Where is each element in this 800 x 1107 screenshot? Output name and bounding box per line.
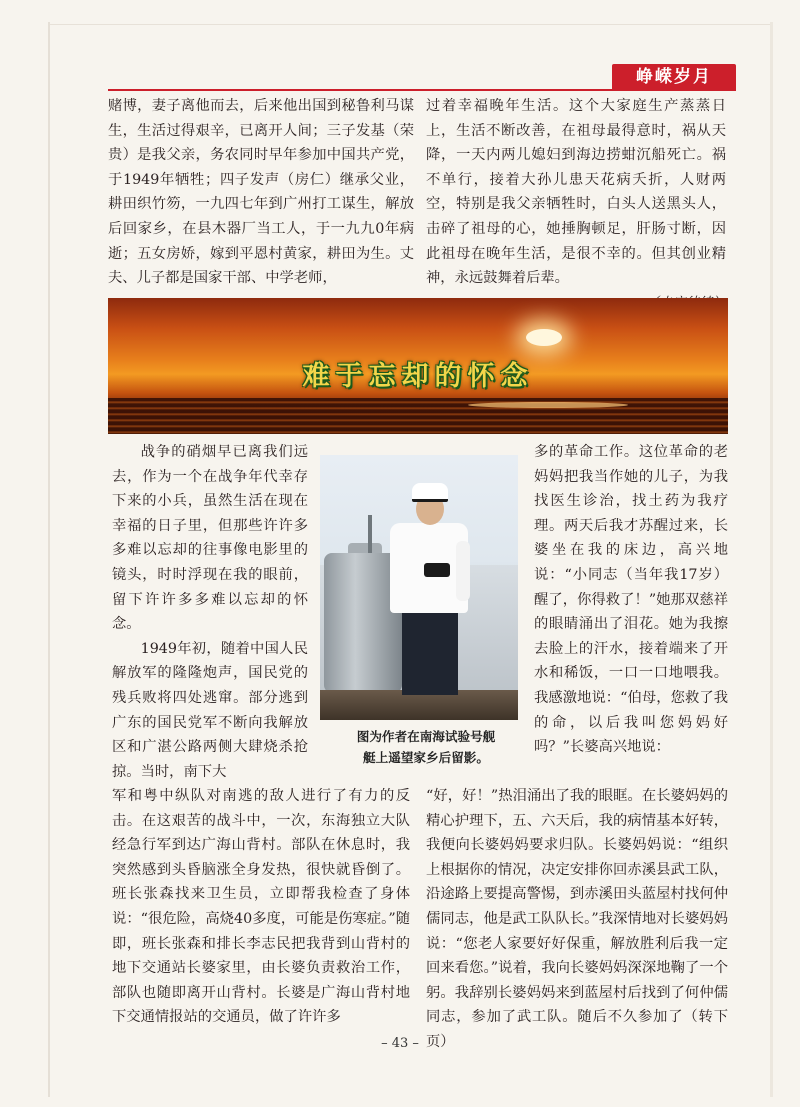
article-column-right-wide <box>426 784 728 1055</box>
section-header-badge <box>612 64 736 90</box>
top-rule <box>50 24 772 25</box>
sea-horizon <box>108 398 728 434</box>
photo-figure-arm <box>456 541 470 601</box>
photo-caption-line-1: 图为作者在南海试验号舰 <box>356 729 496 744</box>
top-right-text: 过着幸福晚年生活。这个大家庭生产蒸蒸日上，生活不断改善，在祖母最得意时，祸从天降，一天内两儿媳妇到海边捞蚶沉船死亡。祸不单行，接着大孙儿患天花病夭折，人财两空，特别是我父亲牺牲时，白头人送黑头人，击碎了祖母的心，她捶胸顿足，肝肠寸断，因此祖母在晚年生活，是很不幸的。但其创业精神，永远鼓舞着后辈。 <box>426 98 726 287</box>
article-column-left-wide <box>112 784 410 1030</box>
header-rule <box>108 89 736 91</box>
article-paragraph-1: 战争的硝烟早已离我们远去，作为一个在战争年代幸存下来的小兵，虽然生活在现在幸福的日子里，但那些许许多多难以忘却的往事像电影里的镜头，时时浮现在我的眼前，留下许许多多难以忘却的怀念。 <box>112 444 308 633</box>
article-column-right-narrow <box>534 440 728 760</box>
section-label: 峥嵘岁月 <box>636 67 712 87</box>
top-left-text: 赌博，妻子离他而去，后来他出国到秘鲁利马谋生，生活过得艰辛，已离开人间；三子发基（荣贵）是我父亲，务农同时早年参加中国共产党，于1949年牺牲；四子发声（房仁）继承父业，耕田织竹笏，一九四七年到广州打工谋生，解放后回家乡，在县木器厂当工人，于一九九0年病逝；五女房娇，嫁到平恩村黄家，耕田为生。丈夫、儿子都是国家干部、中学老师， <box>108 98 414 287</box>
top-left-column <box>108 94 414 291</box>
photo-caption-line-2: 艇上遥望家乡后留影。 <box>363 750 489 765</box>
photo-caption <box>316 726 536 768</box>
photo-figure-legs <box>402 611 458 695</box>
right-margin-edge <box>770 22 773 1097</box>
top-right-column <box>426 94 726 315</box>
article-column-left-narrow <box>112 440 308 784</box>
article-paragraph-2b: 军和粤中纵队对南逃的敌人进行了有力的反击。在这艰苦的战斗中，一次，东海独立大队经急行军到达广海山背村。部队在休息时，我突然感到头昏脑涨全身发热，很快就昏倒了。班长张森找来卫生员，立即帮我检查了身体说：“很危险，高烧40多度，可能是伤寒症。”随即，班长张森和排长李志民把我背到山背村的地下交通站长婆家里，由长婆负责救治工作，部队也随即离开山背村。长婆是广海山背村地下交通情报站的交通员，做了许许多 <box>112 788 410 1026</box>
photo-pipe <box>368 515 372 555</box>
sunset-sun <box>526 329 562 346</box>
article-title: 难于忘却的怀念 <box>302 361 534 392</box>
article-paragraph-2a: 1949年初，随着中国人民解放军的隆隆炮声，国民党的残兵败将四处逃窜。部分逃到广东的国民党军不断向我解放区和广湛公路两侧大肆烧杀抢掠。当时，南下大 <box>112 640 308 780</box>
sun-reflection <box>468 402 628 408</box>
binoculars-icon <box>424 563 450 577</box>
author-photo <box>320 455 518 720</box>
page-number: – 43 – <box>381 1036 419 1051</box>
article-paragraph-3a: 多的革命工作。这位革命的老妈妈把我当作她的儿子，为我找医生诊治，找土药为我疗理。两天后我才苏醒过来，长婆坐在我的床边，高兴地说：“小同志（当年我17岁）醒了，你得救了！”她那双慈祥的眼睛涌出了泪花。她为我擦去脸上的汗水，接着端来了开水和稀饭，一口一口地喂我。我感激地说：“伯母，您救了我的命，以后我叫您妈妈好吗？”长婆高兴地说： <box>534 444 728 756</box>
photo-figure-cap <box>412 483 448 502</box>
left-margin-strip <box>48 22 50 1097</box>
article-paragraph-3b: “好，好！”热泪涌出了我的眼眶。在长婆妈妈的精心护理下，五、六天后，我的病情基本好转，我便向长婆妈妈要求归队。长婆妈妈说：“组织上根据你的情况，决定安排你回赤溪县武工队，沿途路上要提高警惕，到赤溪田头蓝屋村找何仲儒同志，他是武工队队长。”我深情地对长婆妈妈说：“您老人家要好好保重，解放胜利后我一定回来看您。”说着，我向长婆妈妈深深地鞠了一个躬。我辞别长婆妈妈来到蓝屋村后找到了何仲儒同志，参加了武工队。随后不久参加了（转下页） <box>426 788 728 1050</box>
article-title-banner <box>108 298 728 434</box>
